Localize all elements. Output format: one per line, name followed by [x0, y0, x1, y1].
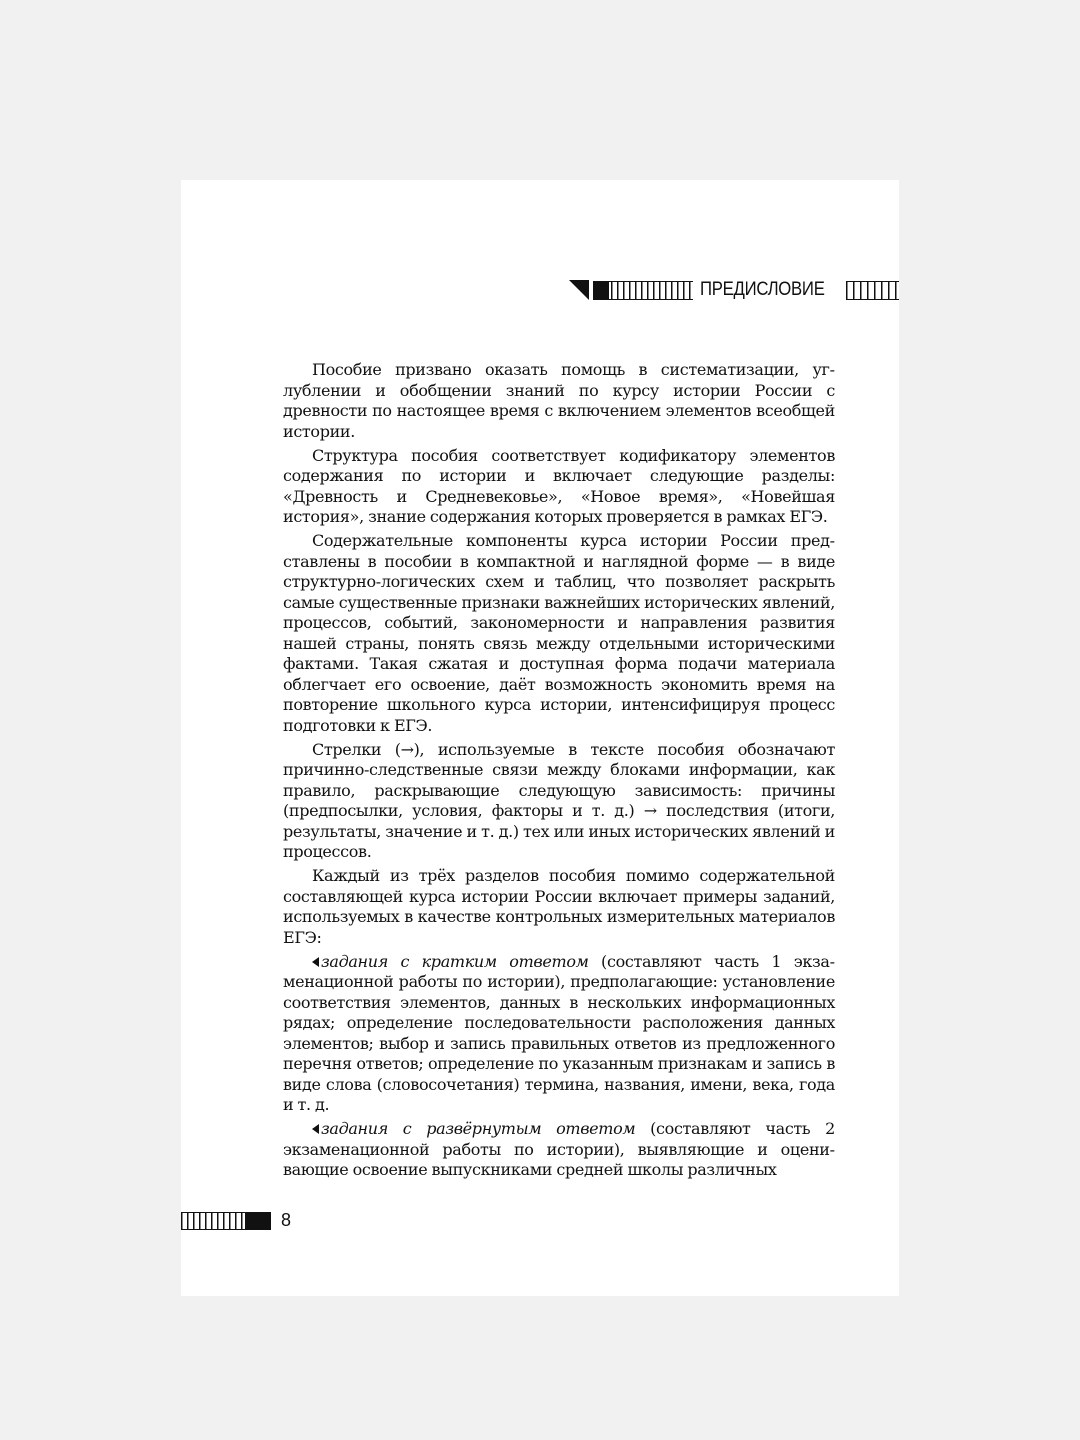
paragraph-3: Содержательные компоненты курса истории России представлены в пособии в компактной и наглядной форме — в виде структурно-логических схем и таблиц, что позволяет раскрыть самые существенные признаки важнейших исторических явлений, процессов, событий, закономерности и направления развития нашей страны, понять связь между отдельными историческими фактами. Такая сжатая и доступная форма подачи материала облегчает его освоение, даёт возможность экономить время на повторение школьного курса истории, интенсифицируя процесс подготовки к ЕГЭ.: [283, 531, 835, 735]
paragraph-1: Пособие призвано оказать помощь в систематизации, углублении и обобщении знаний по курсу истории России с древности по настоящее время с включением элементов всеобщей истории.: [283, 360, 835, 441]
paragraph-4: Стрелки (→), используемые в тексте пособия обозначают причинно-следственные связи между блоками информации, как правило, раскрывающие следующую зависимость: причины (предпосылки, условия, факторы и т. д.) → последствия (итоги, результаты, значение и т. д.) тех или иных исторических явлений и процессов.: [283, 739, 835, 861]
triangle-bullet-icon: [312, 1124, 319, 1134]
footer-bars-ornament: [181, 1212, 271, 1230]
triangle-bullet-icon: [312, 957, 319, 967]
body-text: [283, 360, 835, 1184]
list-item-text: (составляют часть 2 экзаменационной работы по истории), выявляющие и оценивающие освоение выпускниками средней школы различных: [283, 1119, 835, 1179]
header-triangle-ornament: [569, 280, 589, 300]
list-item-term: задания с кратким ответом: [321, 951, 589, 971]
book-page: [181, 180, 899, 1296]
paragraph-5: Каждый из трёх разделов пособия помимо содержательной составляющей курса истории России включает примеры заданий, используемых в качестве контрольных измерительных материалов ЕГЭ:: [283, 866, 835, 947]
header-bars-ornament-left: [593, 281, 693, 300]
list-item-short-answer: [283, 952, 835, 1116]
running-header: [569, 280, 899, 302]
list-item-term: задания с развёрнутым ответом: [321, 1119, 636, 1138]
section-title: ПРЕДИСЛОВИЕ: [700, 279, 825, 300]
page-number: 8: [281, 1210, 292, 1230]
list-item-extended-answer: [283, 1119, 835, 1181]
list-item-text: (составляют часть 1 экзаменационной работы по истории), предполагающие: установление соответствия элементов, данных в нескольких информационных рядах; определение последовательности расположения данных элементов; выбор и запись правильных ответов из предложенного перечня ответов; определение по указанным признакам и запись в виде слова (словосочетания) термина, названия, имени, века, года и т. д.: [283, 951, 835, 1114]
paragraph-2: Структура пособия соответствует кодификатору элементов содержания по истории и включает следующие разделы: «Древность и Средневековье», «Новое время», «Новейшая история», знание содержания которых проверяется в рамках ЕГЭ.: [283, 445, 835, 526]
header-bars-ornament-right: [846, 281, 899, 300]
